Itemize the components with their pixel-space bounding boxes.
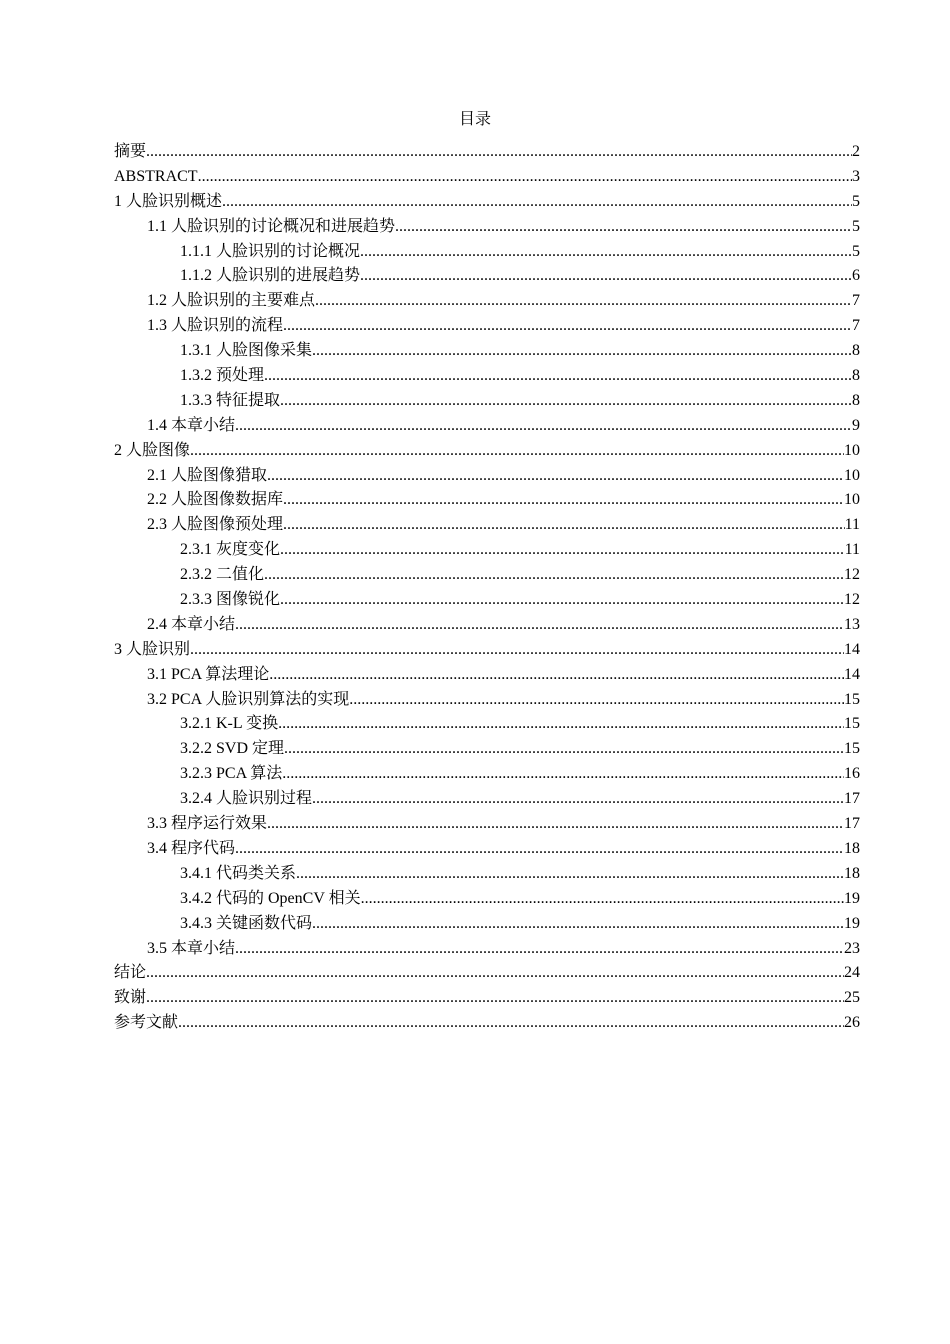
toc-entry-page-number: 5 [852, 242, 860, 260]
toc-entry-page-number: 11 [844, 516, 860, 534]
toc-entry[interactable] [114, 439, 860, 464]
toc-dot-leader [283, 314, 852, 339]
toc-entry[interactable] [114, 339, 860, 364]
toc-entry-page-number: 7 [852, 317, 860, 335]
toc-dot-leader [222, 190, 852, 215]
toc-entry-label: 致谢 [114, 989, 147, 1007]
toc-entry-label: 结论 [114, 964, 147, 982]
toc-entry-page-number: 26 [844, 1014, 860, 1032]
toc-entry-label: 2.2 人脸图像数据库 [147, 491, 284, 509]
toc-entry-page-number: 15 [844, 715, 860, 733]
toc-dot-leader [315, 289, 852, 314]
toc-entry-label: 3.4.1 代码类关系 [180, 864, 297, 882]
toc-entry-page-number: 13 [844, 615, 860, 633]
toc-entry[interactable] [114, 190, 860, 215]
toc-dot-leader [296, 862, 844, 887]
toc-entry-label: 3.2.2 SVD 定理 [180, 740, 285, 758]
toc-dot-leader [349, 688, 844, 713]
toc-entry-label: 1.1.1 人脸识别的讨论概况 [180, 242, 361, 260]
toc-entry-label: 3 人脸识别 [114, 640, 191, 658]
toc-entry-page-number: 19 [844, 889, 860, 907]
toc-entry-label: 3.5 本章小结 [147, 939, 236, 957]
toc-entry-page-number: 7 [852, 292, 860, 310]
toc-entry-page-number: 2 [852, 143, 860, 160]
toc-entry[interactable] [114, 887, 860, 912]
toc-dot-leader [283, 488, 844, 513]
toc-dot-leader [235, 937, 844, 962]
toc-entry[interactable] [114, 837, 860, 862]
toc-entry[interactable] [114, 364, 860, 389]
toc-dot-leader [280, 538, 845, 563]
toc-dot-leader [264, 364, 852, 389]
toc-entry[interactable] [114, 488, 860, 513]
toc-entry[interactable] [114, 712, 860, 737]
toc-entry-label: ABSTRACT [114, 167, 198, 185]
toc-entry[interactable] [114, 688, 860, 713]
toc-entry-label: 1.1.2 人脸识别的进展趋势 [180, 267, 361, 285]
toc-dot-leader [235, 837, 844, 862]
toc-entry-page-number: 5 [852, 217, 860, 235]
toc-entry-page-number: 19 [844, 914, 860, 932]
toc-entry[interactable] [114, 862, 860, 887]
toc-dot-leader [361, 887, 844, 912]
toc-dot-leader [395, 215, 852, 240]
toc-entry[interactable] [114, 165, 860, 190]
toc-dot-leader [235, 414, 852, 439]
toc-dot-leader [312, 339, 852, 364]
toc-entry-page-number: 24 [844, 964, 860, 982]
toc-entry-page-number: 9 [852, 416, 860, 434]
toc-entry[interactable] [114, 464, 860, 489]
toc-dot-leader [282, 762, 844, 787]
toc-entry-page-number: 17 [844, 790, 860, 808]
toc-entry-page-number: 6 [852, 267, 860, 285]
toc-entry-label: 1.1 人脸识别的讨论概况和进展趋势 [147, 217, 396, 235]
toc-entry-page-number: 17 [844, 815, 860, 833]
toc-entry-page-number: 12 [844, 591, 860, 609]
toc-entry[interactable] [114, 613, 860, 638]
toc-entry-page-number: 23 [844, 939, 860, 957]
toc-entry-label: 2.3.3 图像锐化 [180, 591, 281, 609]
toc-entry[interactable] [114, 812, 860, 837]
toc-title: 目录 [458, 111, 491, 128]
toc-dot-leader [146, 986, 844, 1011]
toc-entry-label: 2.3.2 二值化 [180, 566, 265, 584]
toc-entry-page-number: 15 [844, 690, 860, 708]
toc-entry[interactable] [114, 264, 860, 289]
toc-dot-leader [269, 663, 844, 688]
toc-entry-page-number: 25 [844, 989, 860, 1007]
toc-dot-leader [190, 638, 844, 663]
toc-entry-page-number: 18 [844, 839, 860, 857]
toc-entry-page-number: 8 [852, 367, 860, 385]
toc-entry-label: 3.2 PCA 人脸识别算法的实现 [147, 690, 350, 708]
toc-entry[interactable] [114, 961, 860, 986]
toc-entry-page-number: 8 [852, 391, 860, 409]
toc-entry-page-number: 10 [844, 441, 860, 459]
toc-entry-page-number: 10 [844, 491, 860, 509]
toc-dot-leader [198, 165, 852, 190]
toc-entry-label: 3.4.3 关键函数代码 [180, 914, 313, 932]
toc-entry-label: 3.4.2 代码的 OpenCV 相关 [180, 889, 361, 907]
toc-entry-label: 2.4 本章小结 [147, 615, 236, 633]
toc-entry[interactable] [114, 588, 860, 613]
toc-dot-leader [312, 787, 844, 812]
toc-entry[interactable] [114, 314, 860, 339]
toc-entry-page-number: 14 [844, 665, 860, 683]
toc-entry-label: 3.1 PCA 算法理论 [147, 665, 270, 683]
toc-entry-page-number: 14 [844, 640, 860, 658]
toc-dot-leader [280, 588, 844, 613]
toc-dot-leader [284, 737, 844, 762]
toc-entry-label: 1.2 人脸识别的主要难点 [147, 292, 316, 310]
toc-entry-label: 摘要 [114, 143, 147, 160]
toc-entry[interactable] [114, 638, 860, 663]
toc-entry-label: 参考文献 [114, 1014, 179, 1032]
toc-entry-label: 3.3 程序运行效果 [147, 815, 268, 833]
toc-entry-page-number: 12 [844, 566, 860, 584]
toc-entry-label: 3.2.4 人脸识别过程 [180, 790, 313, 808]
toc-entry-label: 2 人脸图像 [114, 441, 191, 459]
toc-entry-page-number: 16 [844, 765, 860, 783]
toc-entry-page-number: 3 [852, 167, 860, 185]
toc-entry[interactable] [114, 289, 860, 314]
toc-entry[interactable] [114, 563, 860, 588]
toc-entry-label: 3.4 程序代码 [147, 839, 236, 857]
table-of-contents [114, 140, 860, 1036]
toc-entry-label: 2.3 人脸图像预处理 [147, 516, 284, 534]
toc-entry[interactable] [114, 937, 860, 962]
toc-entry[interactable] [114, 140, 860, 165]
toc-entry[interactable] [114, 737, 860, 762]
toc-dot-leader [283, 513, 845, 538]
toc-entry[interactable] [114, 215, 860, 240]
toc-entry-label: 3.2.3 PCA 算法 [180, 765, 283, 783]
toc-entry-label: 1 人脸识别概述 [114, 192, 223, 210]
toc-entry-page-number: 11 [844, 541, 860, 559]
toc-entry-page-number: 18 [844, 864, 860, 882]
toc-entry[interactable] [114, 414, 860, 439]
toc-entry-label: 1.3 人脸识别的流程 [147, 317, 284, 335]
toc-entry[interactable] [114, 912, 860, 937]
toc-dot-leader [146, 961, 844, 986]
toc-entry[interactable] [114, 787, 860, 812]
toc-entry[interactable] [114, 389, 860, 414]
toc-entry-label: 1.3.1 人脸图像采集 [180, 342, 313, 360]
toc-dot-leader [312, 912, 844, 937]
toc-dot-leader [178, 1011, 844, 1036]
toc-entry[interactable] [114, 538, 860, 563]
toc-entry[interactable] [114, 663, 860, 688]
toc-entry-page-number: 15 [844, 740, 860, 758]
toc-entry[interactable] [114, 986, 860, 1011]
toc-dot-leader [360, 240, 852, 265]
toc-dot-leader [146, 140, 852, 165]
toc-dot-leader [264, 563, 844, 588]
toc-entry-label: 2.1 人脸图像猎取 [147, 466, 268, 484]
toc-entry-label: 1.3.2 预处理 [180, 367, 265, 385]
toc-entry-page-number: 10 [844, 466, 860, 484]
toc-entry-page-number: 8 [852, 342, 860, 360]
toc-entry-label: 2.3.1 灰度变化 [180, 541, 281, 559]
toc-entry[interactable] [114, 513, 860, 538]
toc-dot-leader [360, 264, 852, 289]
toc-dot-leader [267, 464, 844, 489]
toc-dot-leader [278, 712, 844, 737]
toc-entry-label: 1.3.3 特征提取 [180, 391, 281, 409]
toc-entry-page-number: 5 [852, 192, 860, 210]
toc-entry-label: 1.4 本章小结 [147, 416, 236, 434]
toc-entry[interactable] [114, 240, 860, 265]
toc-dot-leader [190, 439, 844, 464]
toc-dot-leader [235, 613, 844, 638]
toc-entry[interactable] [114, 1011, 860, 1036]
toc-dot-leader [280, 389, 852, 414]
toc-entry-label: 3.2.1 K-L 变换 [180, 715, 279, 733]
toc-entry[interactable] [114, 762, 860, 787]
toc-dot-leader [267, 812, 844, 837]
